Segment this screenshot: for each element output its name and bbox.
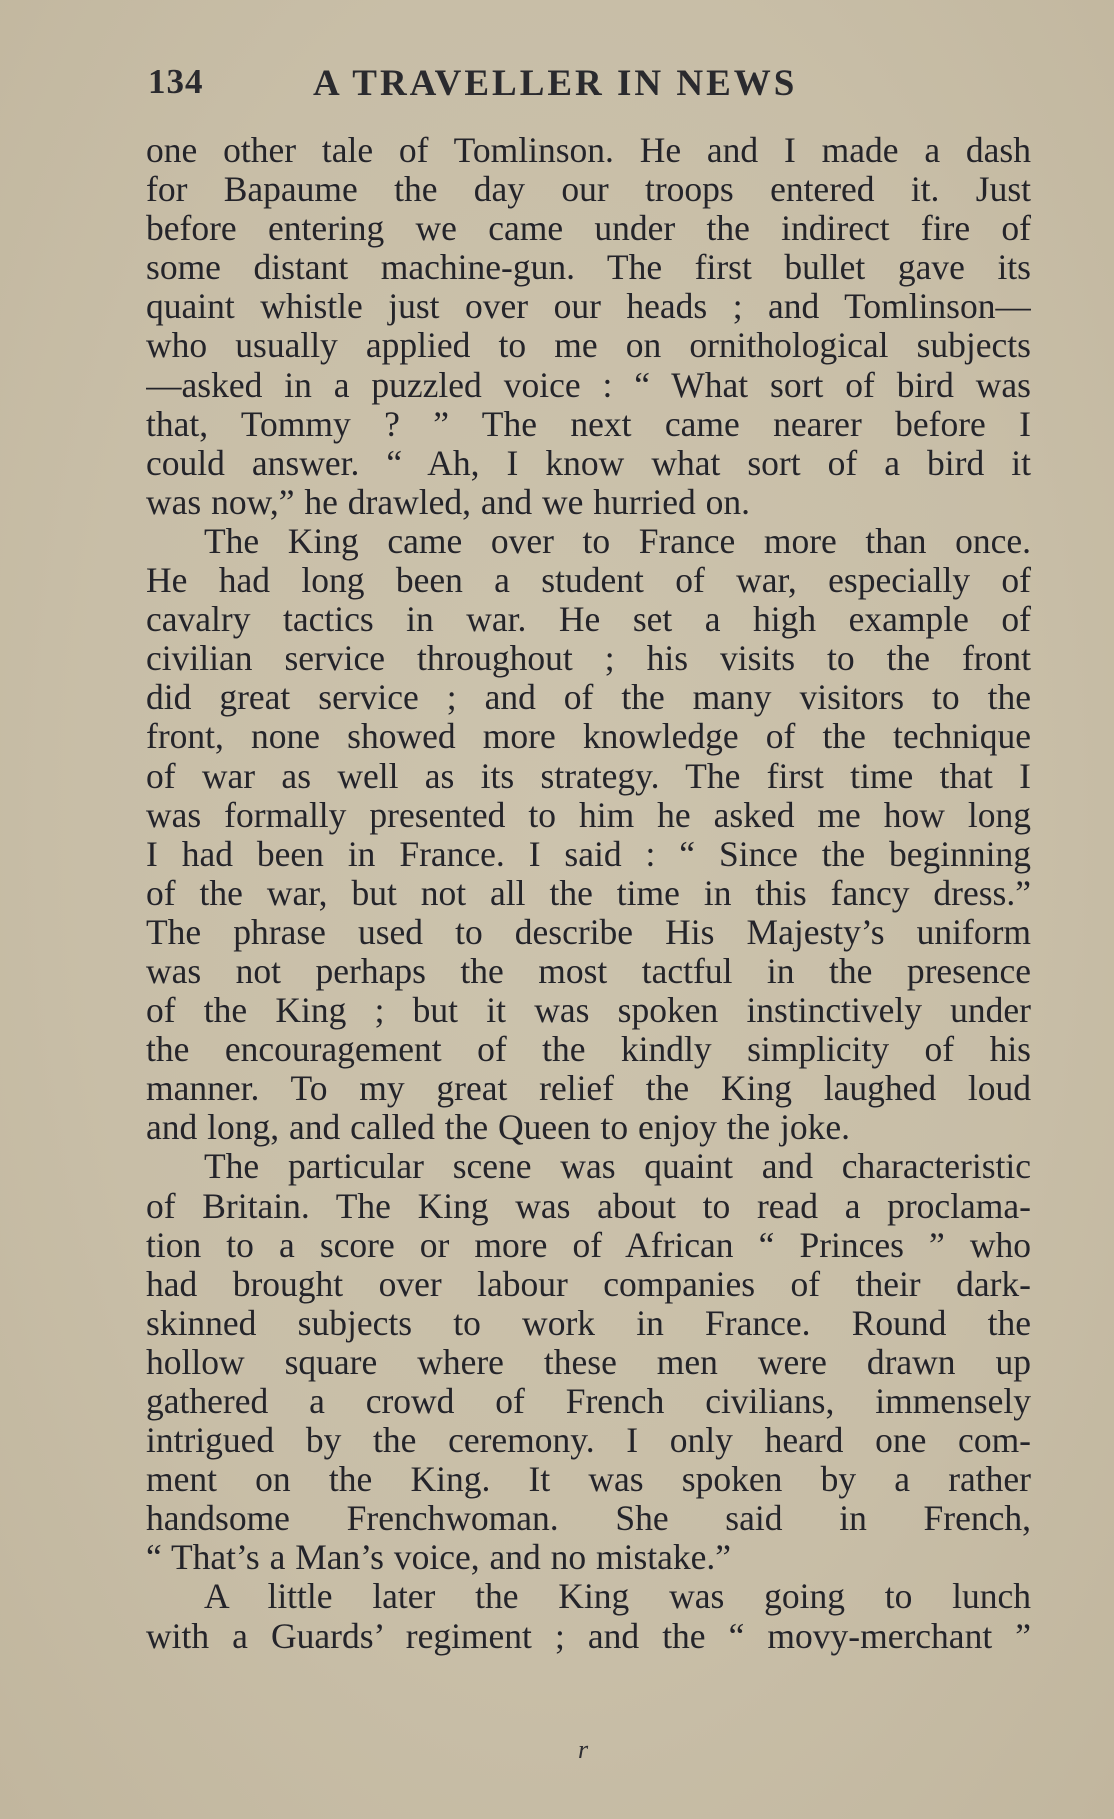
text-line: The phrase used to describe His Majesty’s uniform xyxy=(146,912,1031,952)
text-line: cavalry tactics in war. He set a high example of xyxy=(146,600,1031,640)
text-line: for Bapaume the day our troops entered it. Just xyxy=(146,170,1031,210)
text-line: who usually applied to me on ornithological subjects xyxy=(146,326,1031,366)
text-line: —asked in a puzzled voice : “ What sort of bird was xyxy=(146,365,1031,405)
text-line: manner. To my great relief the King laughed loud xyxy=(146,1069,1031,1109)
paragraph-start: The King came over to France more than once. xyxy=(204,521,1031,561)
running-head xyxy=(148,62,1032,106)
text-line: gathered a crowd of French civilians, immensely xyxy=(146,1382,1031,1421)
signature-mark: r xyxy=(578,1735,589,1764)
text-line: had brought over labour companies of their dark- xyxy=(146,1264,1031,1304)
text-line: quaint whistle just over our heads ; and Tomlinson— xyxy=(146,287,1031,327)
paragraph-start: A little later the King was going to lunch xyxy=(204,1577,1031,1617)
text-line: was not perhaps the most tactful in the presence xyxy=(146,951,1031,991)
text-line: skinned subjects to work in France. Round the xyxy=(146,1303,1031,1343)
text-line: did great service ; and of the many visitors to the xyxy=(146,678,1031,718)
text-line: was now,” he drawled, and we hurried on. xyxy=(146,482,751,522)
text-line: I had been in France. I said : “ Since the beginning xyxy=(146,834,1031,874)
text-line: could answer. “ Ah, I know what sort of a bird it xyxy=(146,443,1031,483)
text-line: was formally presented to him he asked me how long xyxy=(146,795,1031,835)
book-title: A TRAVELLER IN NEWS xyxy=(313,63,798,104)
text-line: intrigued by the ceremony. I only heard one com- xyxy=(146,1421,1031,1461)
text-line: tion to a score or more of African “ Princes ” who xyxy=(146,1225,1031,1265)
text-line: of Britain. The King was about to read a proclama- xyxy=(146,1186,1031,1226)
text-line: of the war, but not all the time in this fancy dress.” xyxy=(146,873,1031,913)
text-line: “ That’s a Man’s voice, and no mistake.” xyxy=(146,1538,732,1578)
paragraph-start: The particular scene was quaint and characteristic xyxy=(204,1147,1031,1187)
text-line: of the King ; but it was spoken instinctively under xyxy=(146,991,1031,1031)
text-line: one other tale of Tomlinson. He and I made a dash xyxy=(146,131,1031,170)
body-text xyxy=(146,131,1031,1656)
text-line: of war as well as its strategy. The first time that I xyxy=(146,756,1031,796)
text-line: handsome Frenchwoman. She said in French, xyxy=(146,1499,1031,1539)
text-line: civilian service throughout ; his visits to the front xyxy=(146,639,1031,679)
text-line: some distant machine-gun. The first bullet gave its xyxy=(146,248,1031,288)
text-line: the encouragement of the kindly simplicity of his xyxy=(146,1030,1031,1070)
text-line: and long, and called the Queen to enjoy the joke. xyxy=(146,1108,850,1148)
text-line: front, none showed more knowledge of the technique xyxy=(146,717,1031,757)
text-line: hollow square where these men were drawn up xyxy=(146,1342,1031,1382)
page-number: 134 xyxy=(148,62,204,101)
text-line: with a Guards’ regiment ; and the “ movy-merchant ” xyxy=(146,1616,1031,1656)
text-line: ment on the King. It was spoken by a rather xyxy=(146,1460,1031,1500)
text-line: He had long been a student of war, especially of xyxy=(146,561,1031,601)
text-line: before entering we came under the indirect fire of xyxy=(146,209,1031,249)
text-line: that, Tommy ? ” The next came nearer before I xyxy=(146,404,1031,444)
